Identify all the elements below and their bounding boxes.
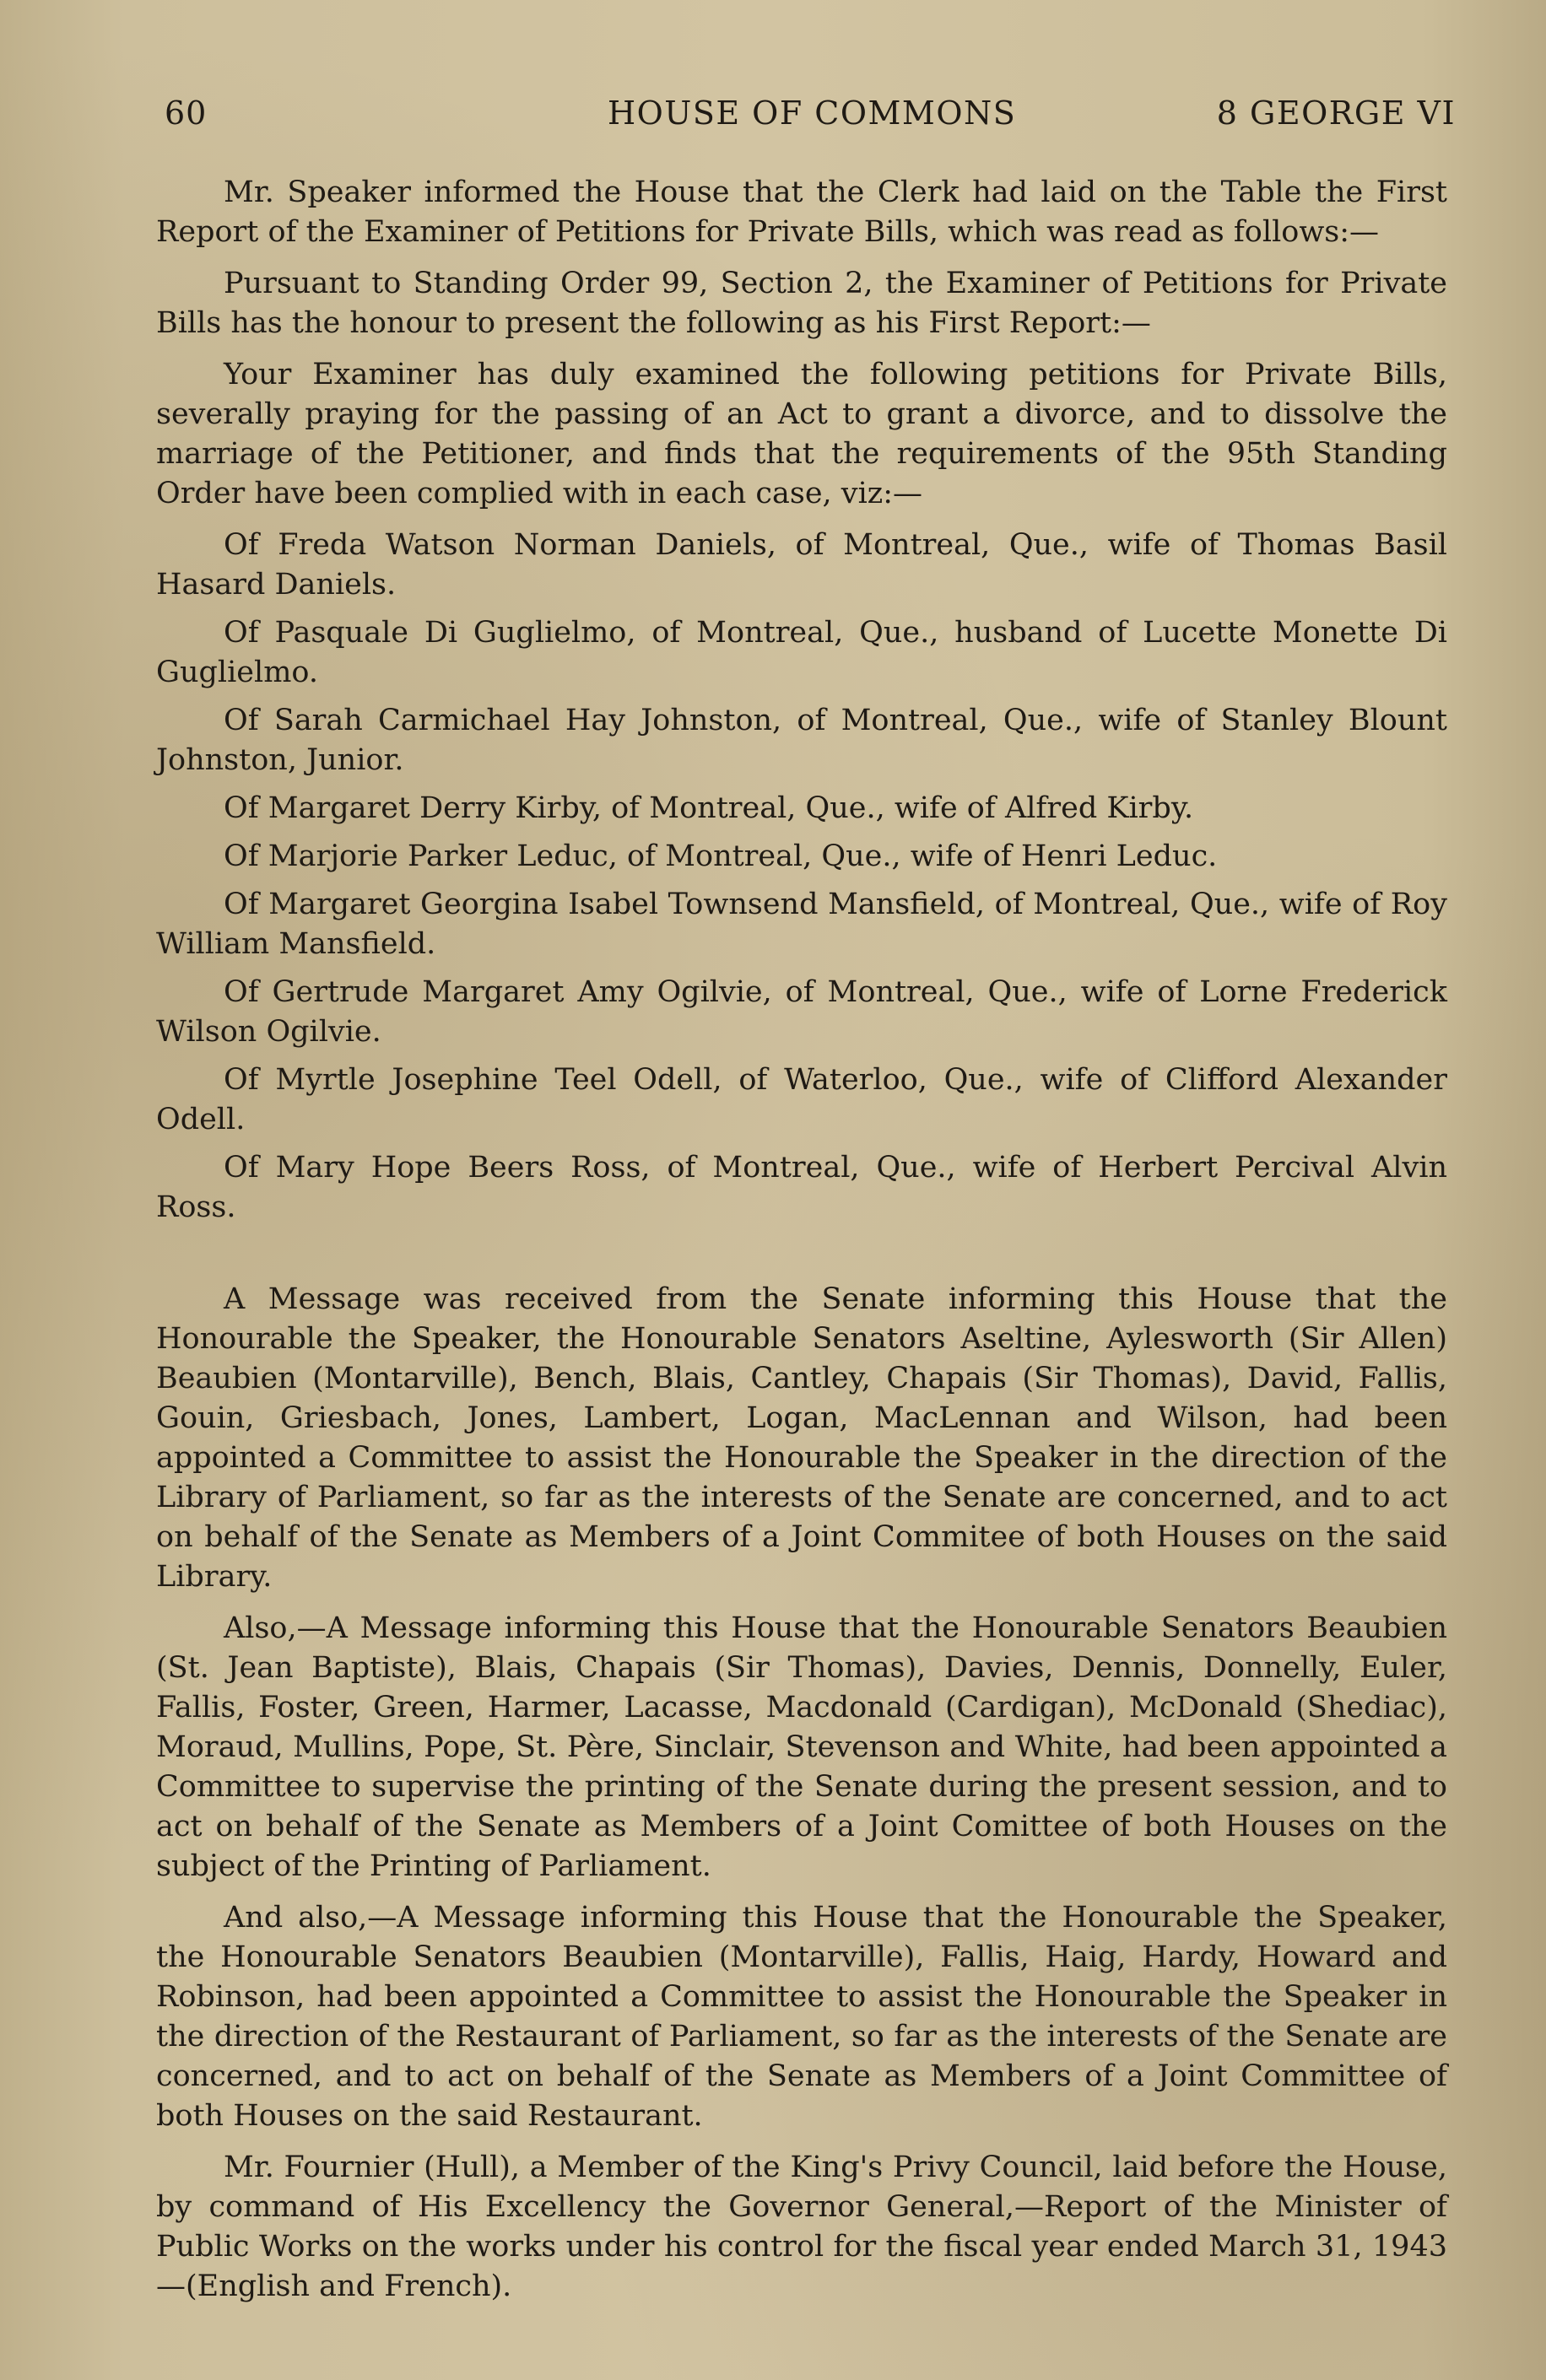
petition-item: Of Myrtle Josephine Teel Odell, of Waterloo, Que., wife of Clifford Alexander Odell. (156, 1063, 1447, 1136)
running-title: HOUSE OF COMMONS (608, 94, 1017, 132)
speaker-report-paragraph: Mr. Speaker informed the House that the Clerk had laid on the Table the First Report of the Examiner of Petitions for Private Bills, which was read as follows:— (156, 175, 1447, 249)
examined-paragraph: Your Examiner has duly examined the following petitions for Private Bills, severally praying for the passing of an Act to grant a divorce, and to dissolve the marriage of the Petitioner, and finds that the requirements of the 95th Standing Order have been complied with in each case, viz:— (156, 358, 1447, 510)
petition-item: Of Sarah Carmichael Hay Johnston, of Montreal, Que., wife of Stanley Blount Johnston, Junior. (156, 704, 1447, 777)
petition-item: Of Freda Watson Norman Daniels, of Montreal, Que., wife of Thomas Basil Hasard Daniels. (156, 528, 1447, 602)
petition-item: Of Margaret Georgina Isabel Townsend Mansfield, of Montreal, Que., wife of Roy William Mansfield. (156, 888, 1447, 961)
petition-item: Of Mary Hope Beers Ross, of Montreal, Que., wife of Herbert Percival Alvin Ross. (156, 1151, 1447, 1224)
printing-message-paragraph: Also,—A Message informing this House that the Honourable Senators Beaubien (St. Jean Baptiste), Blais, Chapais (Sir Thomas), Davies, Dennis, Donnelly, Euler, Fallis, Foster, Green, Harmer, Lacasse, Macdonald (Cardigan), McDonald (Shediac), Moraud, Mullins, Pope, St. Père, Sinclair, Stevenson and White, had been appointed a Committee to supervise the printing of the Senate during the present session, and to act on behalf of the Senate as Members of a Joint Comittee of both Houses on the subject of the Printing of Parliament. (156, 1611, 1447, 1883)
pursuant-paragraph: Pursuant to Standing Order 99, Section 2, the Examiner of Petitions for Private Bills has the honour to present the following as his First Report:— (156, 267, 1447, 340)
regnal-year: 8 GEORGE VI (1216, 94, 1456, 132)
page-number: 60 (165, 94, 208, 132)
page-header (165, 94, 1456, 145)
petition-item: Of Gertrude Margaret Amy Ogilvie, of Montreal, Que., wife of Lorne Frederick Wilson Ogilvie. (156, 975, 1447, 1049)
petition-item: Of Margaret Derry Kirby, of Montreal, Que., wife of Alfred Kirby. (224, 791, 1194, 825)
library-message-paragraph: A Message was received from the Senate informing this House that the Honourable the Speaker, the Honourable Senators Aseltine, Aylesworth (Sir Allen) Beaubien (Montarville), Bench, Blais, Cantley, Chapais (Sir Thomas), David, Fallis, Gouin, Griesbach, Jones, Lambert, Logan, MacLennan and Wilson, had been appointed a Committee to assist the Honourable the Speaker in the direction of the Library of Parliament, so far as the interests of the Senate are concerned, and to act on behalf of the Senate as Members of a Joint Commitee of both Houses on the said Library. (156, 1282, 1447, 1594)
public-works-report-paragraph: Mr. Fournier (Hull), a Member of the King's Privy Council, laid before the House, by command of His Excellency the Governor General,—Report of the Minister of Public Works on the works under his control for the fiscal year ended March 31, 1943—(English and French). (156, 2151, 1447, 2303)
page-body (156, 173, 1447, 2318)
restaurant-message-paragraph: And also,—A Message informing this House that the Honourable the Speaker, the Honourable Senators Beaubien (Montarville), Fallis, Haig, Hardy, Howard and Robinson, had been appointed a Committee to assist the Honourable the Speaker in the direction of the Restaurant of Parliament, so far as the interests of the Senate are concerned, and to act on behalf of the Senate as Members of a Joint Committee of both Houses on the said Restaurant. (156, 1901, 1447, 2133)
document-page (156, 84, 1456, 2329)
petition-item: Of Pasquale Di Guglielmo, of Montreal, Que., husband of Lucette Monette Di Guglielmo. (156, 616, 1447, 689)
petition-item: Of Marjorie Parker Leduc, of Montreal, Que., wife of Henri Leduc. (224, 839, 1218, 873)
